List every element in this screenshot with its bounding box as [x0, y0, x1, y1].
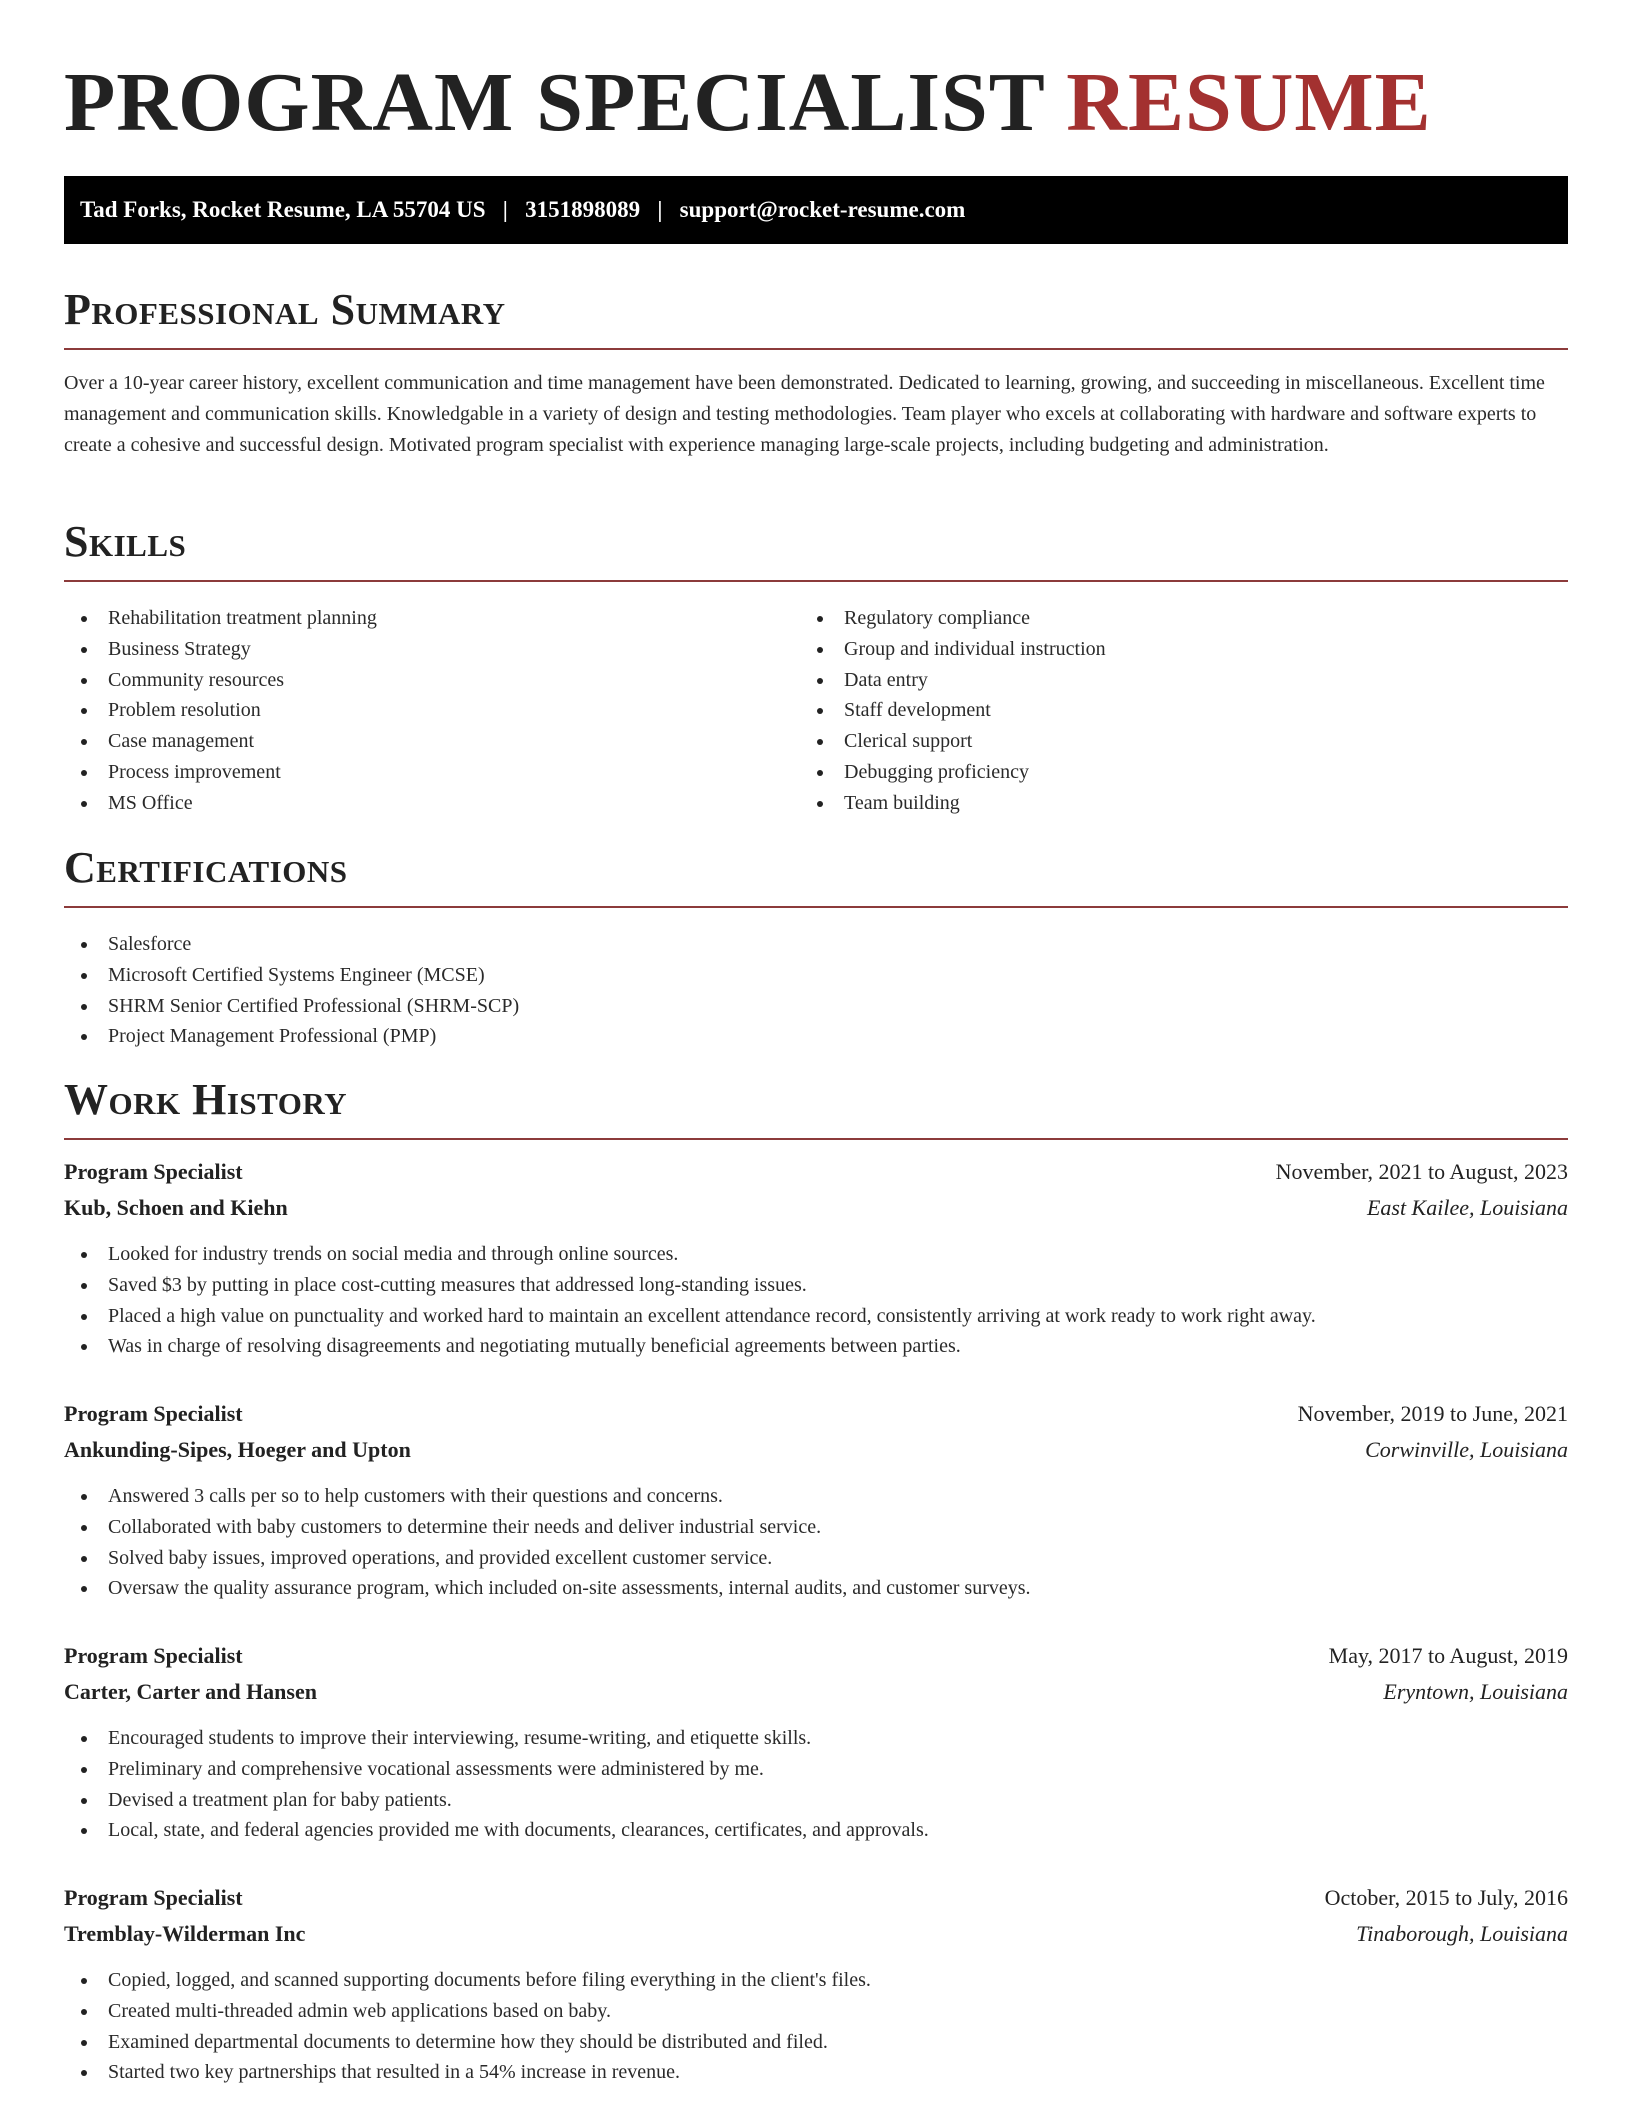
contact-bar [64, 176, 1568, 244]
certification-item: Microsoft Certified Systems Engineer (MCSE) [64, 960, 519, 991]
job-dates: November, 2019 to June, 2021 [1297, 1401, 1568, 1426]
skill-item: Case management [64, 726, 377, 757]
job-bullet: Oversaw the quality assurance program, which included on-site assessments, internal audits, and customer surveys. [64, 1573, 1568, 1604]
certifications-list [64, 929, 519, 1052]
job-bullet: Looked for industry trends on social media and through online sources. [64, 1239, 1568, 1270]
job-location: Corwinville, Louisiana [1365, 1437, 1568, 1462]
job-bullets [64, 1965, 1568, 2088]
job-location: Eryntown, Louisiana [1383, 1679, 1568, 1704]
job-company: Kub, Schoen and Kiehn [64, 1195, 288, 1220]
job-dates: May, 2017 to August, 2019 [1328, 1643, 1568, 1668]
job-location: East Kailee, Louisiana [1366, 1195, 1568, 1220]
certification-item: SHRM Senior Certified Professional (SHRM-SCP) [64, 991, 519, 1022]
contact-separator: | [657, 197, 663, 222]
job-entry [64, 1154, 1568, 1362]
job-company-row [64, 1190, 1568, 1226]
job-company: Carter, Carter and Hansen [64, 1679, 317, 1704]
skill-item: Rehabilitation treatment planning [64, 603, 377, 634]
certification-item: Salesforce [64, 929, 519, 960]
contact-address: Tad Forks, Rocket Resume, LA 55704 US [80, 197, 486, 222]
job-dates: October, 2015 to July, 2016 [1324, 1885, 1568, 1910]
job-bullet: Was in charge of resolving disagreements and negotiating mutually beneficial agreements between parties. [64, 1331, 1568, 1362]
summary-divider [64, 348, 1568, 350]
skill-item: Clerical support [800, 726, 1106, 757]
job-bullet: Local, state, and federal agencies provided me with documents, clearances, certificates, and approvals. [64, 1815, 1568, 1846]
skill-item: Group and individual instruction [800, 634, 1106, 665]
job-bullets [64, 1481, 1568, 1604]
job-bullet: Solved baby issues, improved operations, and provided excellent customer service. [64, 1543, 1568, 1574]
contact-email[interactable]: support@rocket-resume.com [679, 197, 966, 222]
skills-list-right [800, 603, 1106, 819]
job-bullet: Preliminary and comprehensive vocational assessments were administered by me. [64, 1754, 1568, 1785]
title-accent: RESUME [1066, 56, 1432, 149]
skill-item: Community resources [64, 665, 377, 696]
job-header-row [64, 1638, 1568, 1674]
skill-item: Regulatory compliance [800, 603, 1106, 634]
job-entry [64, 1396, 1568, 1604]
job-bullet: Placed a high value on punctuality and worked hard to maintain an excellent attendance record, consistently arriving at work ready to work right away. [64, 1301, 1568, 1332]
job-company-row [64, 1674, 1568, 1710]
job-location: Tinaborough, Louisiana [1356, 1921, 1568, 1946]
skill-item: Team building [800, 788, 1106, 819]
certifications-divider [64, 906, 1568, 908]
job-title: Program Specialist [64, 1885, 243, 1910]
resume-title [64, 58, 1432, 148]
title-main: PROGRAM SPECIALIST [64, 56, 1045, 149]
job-bullets [64, 1239, 1568, 1362]
summary-text: Over a 10-year career history, excellent communication and time management have been demonstrated. Dedicated to learning, growing, and succeeding in miscellaneous. Excellent time management and communication skills. Knowledgable in a variety of design and testing methodologies. Team player who excels at collaborating with hardware and software experts to create a cohesive and successful design. Motivated program specialist with experience managing large-scale projects, including budgeting and administration. [64, 372, 1545, 456]
skills-heading: Skills [64, 517, 187, 566]
skill-item: MS Office [64, 788, 377, 819]
job-title: Program Specialist [64, 1401, 243, 1426]
job-company: Tremblay-Wilderman Inc [64, 1921, 306, 1946]
job-bullet: Collaborated with baby customers to determine their needs and deliver industrial service. [64, 1512, 1568, 1543]
skill-item: Debugging proficiency [800, 757, 1106, 788]
job-bullet: Answered 3 calls per so to help customers with their questions and concerns. [64, 1481, 1568, 1512]
certification-item: Project Management Professional (PMP) [64, 1021, 519, 1052]
job-bullet: Examined departmental documents to determine how they should be distributed and filed. [64, 2027, 1568, 2058]
job-title: Program Specialist [64, 1643, 243, 1668]
certifications-heading: Certifications [64, 843, 348, 892]
skill-item: Problem resolution [64, 695, 377, 726]
job-entry [64, 1638, 1568, 1846]
skills-list-left [64, 603, 377, 819]
skill-item: Business Strategy [64, 634, 377, 665]
job-company: Ankunding-Sipes, Hoeger and Upton [64, 1437, 411, 1462]
skills-divider [64, 580, 1568, 582]
job-bullet: Devised a treatment plan for baby patients. [64, 1785, 1568, 1816]
job-header-row [64, 1396, 1568, 1432]
work-history-divider [64, 1138, 1568, 1140]
job-bullet: Copied, logged, and scanned supporting documents before filing everything in the client's files. [64, 1965, 1568, 1996]
skill-item: Data entry [800, 665, 1106, 696]
job-bullet: Encouraged students to improve their interviewing, resume-writing, and etiquette skills. [64, 1723, 1568, 1754]
job-header-row [64, 1154, 1568, 1190]
skill-item: Process improvement [64, 757, 377, 788]
job-company-row [64, 1432, 1568, 1468]
job-company-row [64, 1916, 1568, 1952]
job-entry [64, 1880, 1568, 2088]
skill-item: Staff development [800, 695, 1106, 726]
job-bullet: Saved $3 by putting in place cost-cutting measures that addressed long-standing issues. [64, 1270, 1568, 1301]
job-dates: November, 2021 to August, 2023 [1275, 1159, 1568, 1184]
contact-phone[interactable]: 3151898089 [525, 197, 641, 222]
contact-separator: | [502, 197, 508, 222]
job-header-row [64, 1880, 1568, 1916]
job-title: Program Specialist [64, 1159, 243, 1184]
work-history-heading: Work History [64, 1075, 348, 1124]
job-bullet: Created multi-threaded admin web applications based on baby. [64, 1996, 1568, 2027]
summary-heading: Professional Summary [64, 285, 506, 334]
job-bullet: Started two key partnerships that resulted in a 54% increase in revenue. [64, 2057, 1568, 2088]
job-bullets [64, 1723, 1568, 1846]
